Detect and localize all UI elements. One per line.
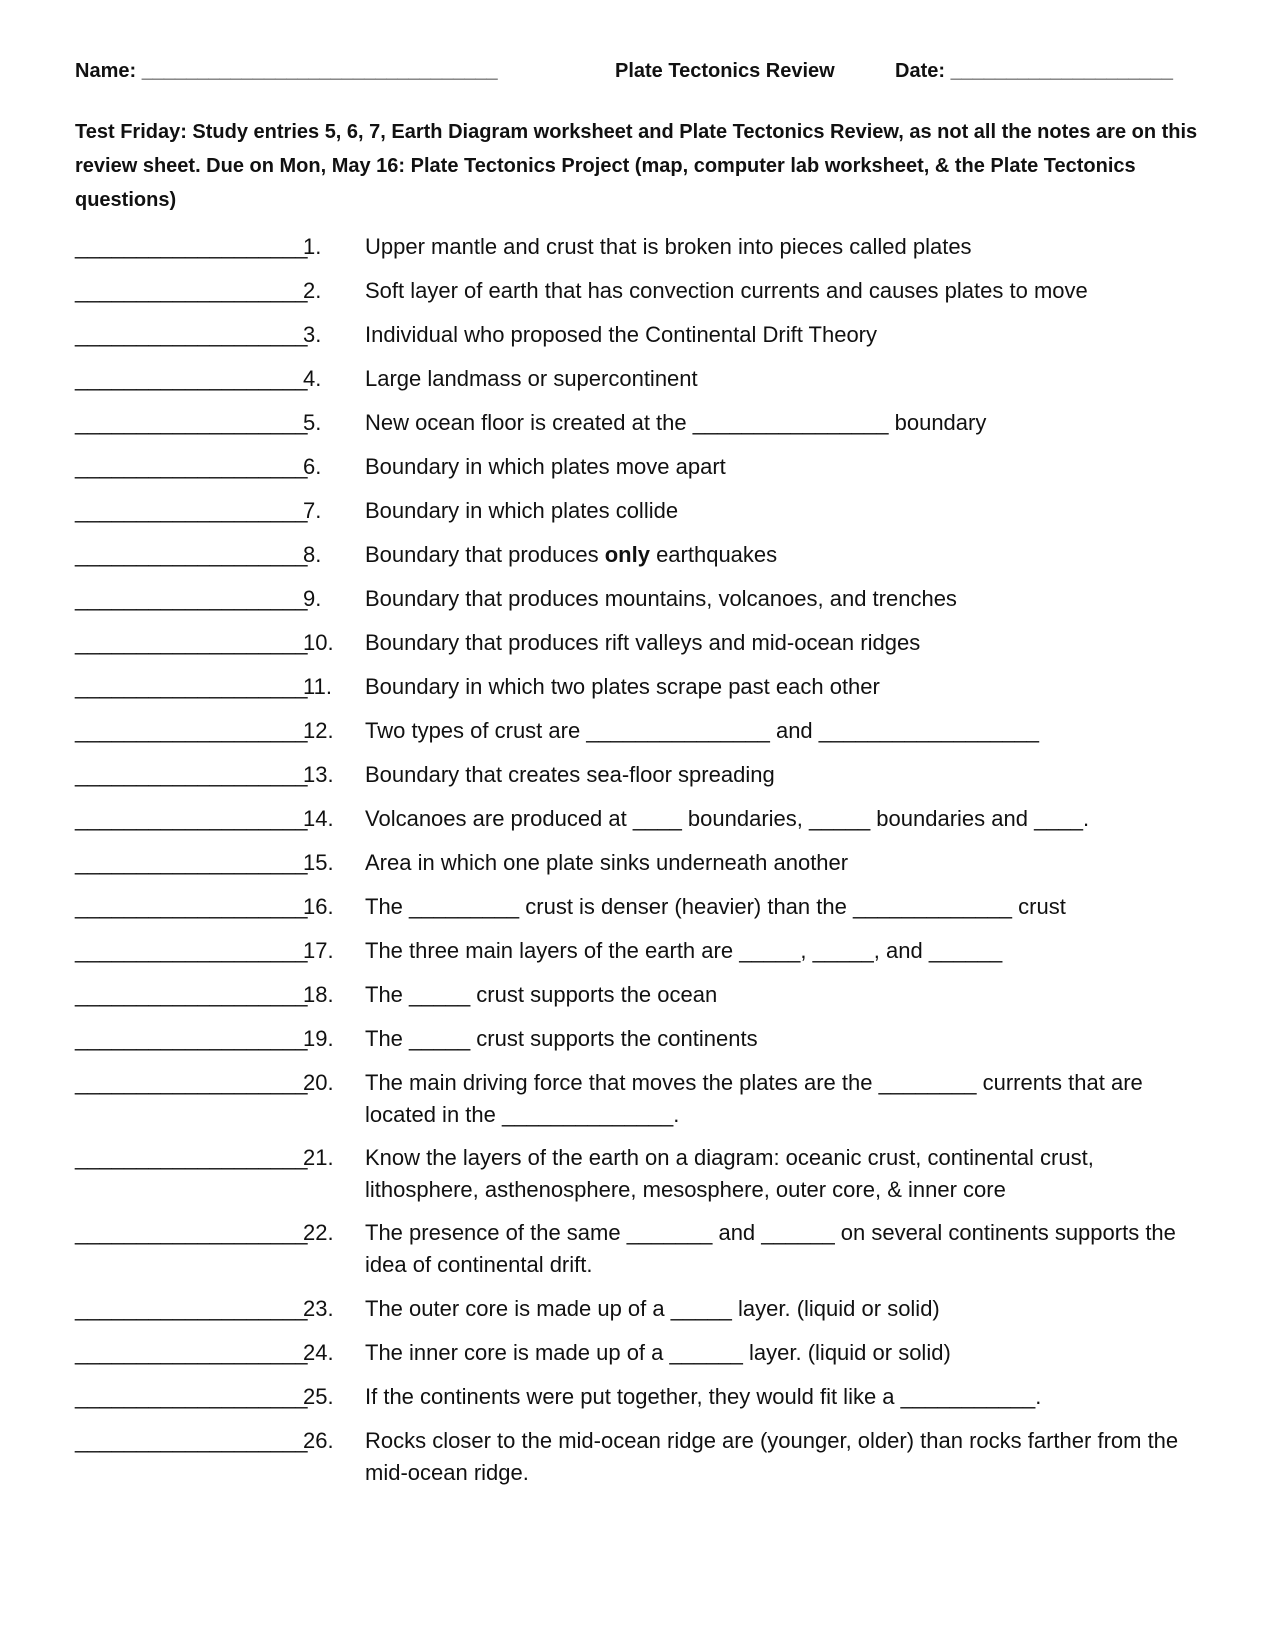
answer-blank: ___________________ [75,762,308,787]
question-text: The presence of the same _______ and ______ on several continents supports the idea of continental drift. [365,1220,1176,1277]
question-text: Two types of crust are _______________ and __________________ [365,718,1040,743]
question-number: 21. [303,1145,334,1170]
question-number: 12. [303,718,334,743]
question-number: 15. [303,850,334,875]
question-text: Boundary in which plates collide [365,498,679,523]
answer-blank: ___________________ [75,938,308,963]
question-number: 19. [303,1026,334,1051]
answer-blank: ___________________ [75,498,308,523]
answer-blank: ___________________ [75,1384,308,1409]
answer-blank: ___________________ [75,1220,308,1245]
name-field: Name: ________________________________ [75,60,498,82]
answer-blank: ___________________ [75,322,308,347]
question-number: 22. [303,1220,334,1245]
question-number: 18. [303,982,334,1007]
question-number: 13. [303,762,334,787]
question-number: 10. [303,630,334,655]
answer-blank: ___________________ [75,1428,308,1453]
instructions: Test Friday: Study entries 5, 6, 7, Earth Diagram worksheet and Plate Tectonics Review, as not all the notes are on this review sheet. Due on Mon, May 16: Plate Tectonics Project (map, computer lab worksheet, & the Plate Tectonics questions) [75,121,1198,211]
question-text: New ocean floor is created at the ________________ boundary [365,410,987,435]
question-number: 4. [303,366,322,391]
question-text: Know the layers of the earth on a diagram: oceanic crust, continental crust, lithosphere, asthenosphere, mesosphere, outer core, & inner core [365,1145,1094,1202]
question-text: Boundary that produces mountains, volcanoes, and trenches [365,586,957,611]
question-number: 3. [303,322,322,347]
question-number: 6. [303,454,322,479]
answer-blank: ___________________ [75,1145,308,1170]
question-text: Large landmass or supercontinent [365,366,698,391]
question-text: Individual who proposed the Continental Drift Theory [365,322,878,347]
answer-blank: ___________________ [75,234,308,259]
question-text-pre: Boundary that produces [365,542,605,567]
question-text: The main driving force that moves the plates are the ________ currents that are located in the ______________. [365,1070,1143,1127]
question-number: 23. [303,1296,334,1321]
question-number: 26. [303,1428,334,1453]
question-text: The _________ crust is denser (heavier) than the _____________ crust [365,894,1066,919]
question-text: The _____ crust supports the continents [365,1026,758,1051]
question-number: 11. [303,674,332,699]
question-text [365,539,1210,571]
question-number: 1. [303,234,322,259]
answer-blank: ___________________ [75,674,308,699]
question-number: 24. [303,1340,334,1365]
question-text: Boundary that produces rift valleys and mid-ocean ridges [365,630,921,655]
question-text: Soft layer of earth that has convection currents and causes plates to move [365,278,1088,303]
answer-blank: ___________________ [75,278,308,303]
question-text: Volcanoes are produced at ____ boundaries, _____ boundaries and ____. [365,806,1090,831]
question-text: The inner core is made up of a ______ layer. (liquid or solid) [365,1340,951,1365]
question-number: 25. [303,1384,334,1409]
answer-blank: ___________________ [75,718,308,743]
answer-blank: ___________________ [75,1070,308,1095]
question-number: 8. [303,542,322,567]
answer-blank: ___________________ [75,542,308,567]
question-text: Boundary in which plates move apart [365,454,726,479]
answer-blank: ___________________ [75,982,308,1007]
header [75,60,1205,92]
question-text: Boundary that creates sea-floor spreading [365,762,775,787]
question-text: Area in which one plate sinks underneath another [365,850,849,875]
question-number: 17. [303,938,334,963]
question-number: 7. [303,498,322,523]
answer-blank: ___________________ [75,630,308,655]
date-field: Date: ____________________ [895,60,1174,82]
question-text: The outer core is made up of a _____ layer. (liquid or solid) [365,1296,940,1321]
question-text: Boundary in which two plates scrape past each other [365,674,880,699]
question-text: Upper mantle and crust that is broken into pieces called plates [365,234,972,259]
worksheet-title: Plate Tectonics Review [615,60,835,82]
question-number: 14. [303,806,334,831]
question-text: The _____ crust supports the ocean [365,982,718,1007]
answer-blank: ___________________ [75,1026,308,1051]
question-text-post: earthquakes [649,542,778,567]
answer-blank: ___________________ [75,586,308,611]
answer-blank: ___________________ [75,454,308,479]
question-number: 16. [303,894,334,919]
answer-blank: ___________________ [75,850,308,875]
question-number: 20. [303,1070,334,1095]
question-number: 2. [303,278,322,303]
question-number: 9. [303,586,322,611]
answer-blank: ___________________ [75,1296,308,1321]
question-number: 5. [303,410,322,435]
emphasis-only: only [604,542,650,567]
answer-blank: ___________________ [75,894,308,919]
answer-blank: ___________________ [75,1340,308,1365]
answer-blank: ___________________ [75,366,308,391]
answer-blank: ___________________ [75,410,308,435]
question-text: If the continents were put together, they would fit like a ___________. [365,1384,1042,1409]
answer-blank: ___________________ [75,806,308,831]
question-text: Rocks closer to the mid-ocean ridge are (younger, older) than rocks farther from the mid-ocean ridge. [365,1428,1179,1485]
question-text: The three main layers of the earth are _____, _____, and ______ [365,938,1003,963]
